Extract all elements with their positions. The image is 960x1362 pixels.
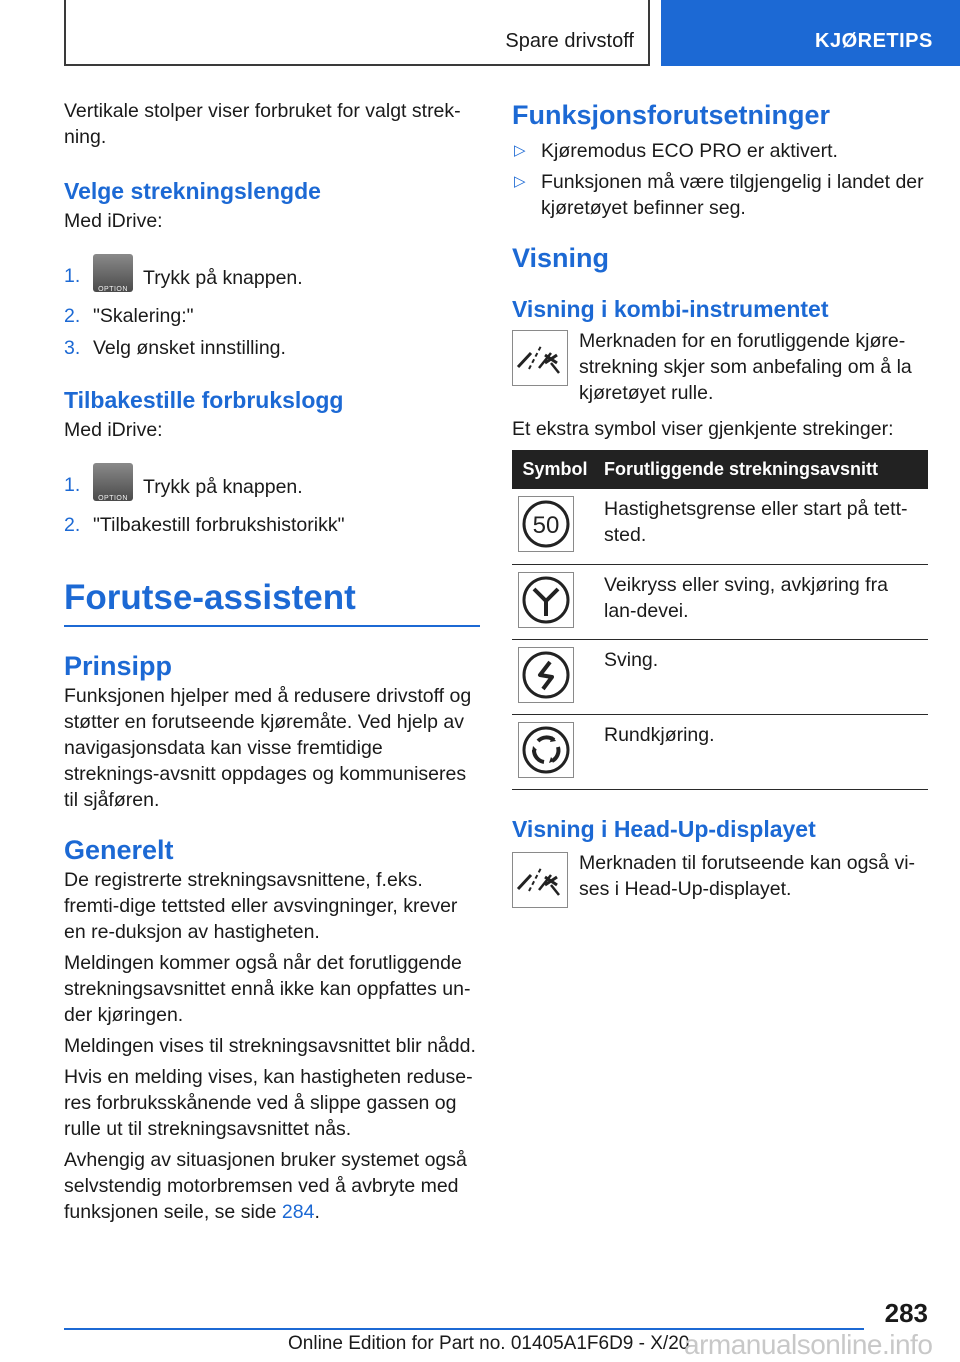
steps-reset	[64, 463, 480, 538]
symbol-table	[512, 450, 928, 790]
step-number: 2.	[64, 305, 81, 327]
table-cell-text: Rundkjøring.	[598, 714, 928, 789]
list-item	[64, 254, 480, 296]
section-lead-reset: Med iDrive:	[64, 419, 163, 441]
chapter-title: Forutse-assistent	[64, 578, 356, 617]
footer-edition: Online Edition for Part no. 01405A1F6D9 - X/20	[288, 1333, 690, 1354]
list-item	[64, 303, 480, 329]
cluster-note-text: Merknaden for en forutliggende kjøre-strekning skjer som anbefaling om å la kjøretøyet rulle.	[579, 330, 912, 404]
general-paragraph-5: Avhengig av situasjonen bruker systemet også selvstendig motorbremsen ved å avbryte med funksjonen seile, se side 284.	[64, 1149, 467, 1223]
table-cell-text: Veikryss eller sving, avkjøring fra lan-devei.	[598, 564, 928, 639]
intro-text: Vertikale stolper viser forbruket for valgt strek-ning.	[64, 100, 461, 148]
triangle-bullet-icon: ▷	[514, 173, 526, 190]
general-paragraph-3: Meldingen vises til strekningsavsnittet blir nådd.	[64, 1035, 476, 1057]
chapter-title-rule	[64, 625, 480, 627]
section-title-length: Velge strekningslengde	[64, 178, 321, 204]
section-title-cluster: Visning i kombi-instrumentet	[512, 296, 829, 322]
speed-limit-50-icon	[518, 496, 574, 552]
triangle-bullet-icon: ▷	[514, 142, 526, 159]
option-button-icon: OPTION	[93, 463, 133, 501]
right-column	[512, 98, 928, 908]
step-text: "Skalering:"	[93, 305, 194, 327]
page-reference-link[interactable]: 284	[281, 1201, 315, 1223]
section-title-display: Visning	[512, 243, 610, 273]
step-text: "Tilbakestill forbrukshistorikk"	[93, 514, 345, 536]
principle-text: Funksjonen hjelper med å redusere drivstoff og støtter en forutseende kjøremåte. Ved hjelp av navigasjonsdata kan visse fremtidige streknings-avsnitt oppdages og kommuniseres til sjåføren.	[64, 685, 472, 811]
curve-icon	[518, 647, 574, 703]
section-title-principle: Prinsipp	[64, 651, 173, 681]
step-number: 1.	[64, 474, 81, 496]
hud-note	[512, 850, 928, 908]
cluster-note	[512, 328, 928, 406]
table-cell-text: Sving.	[598, 639, 928, 714]
table-header-symbol: Symbol	[512, 450, 598, 489]
roundabout-icon	[518, 722, 574, 778]
table-row	[512, 489, 928, 564]
list-item: ▷ Kjøremodus ECO PRO er aktivert.	[514, 140, 838, 162]
section-title-prereq: Funksjonsforutsetninger	[512, 100, 831, 130]
coasting-note-icon	[512, 852, 568, 908]
list-item	[64, 463, 480, 505]
list-item	[64, 335, 480, 361]
section-lead-length: Med iDrive:	[64, 210, 163, 232]
header-section-box	[64, 0, 650, 66]
watermark: armanualsonline.info	[684, 1329, 933, 1360]
general-paragraph-1: De registrerte strekningsavsnittene, f.eks. fremti-dige tettsted eller avsvingninger, krever en re-duksjon av hastigheten.	[64, 869, 458, 943]
step-text: Trykk på knappen.	[143, 476, 303, 498]
table-row	[512, 564, 928, 639]
page-number: 283	[884, 1298, 928, 1328]
general-paragraph-4: Hvis en melding vises, kan hastigheten reduse-res forbruksskånende ved å slippe gassen og rulle ut til strekningsavsnittet nås.	[64, 1066, 473, 1140]
hud-note-text: Merknaden til forutseende kan også vi-ses i Head-Up-displayet.	[579, 851, 916, 900]
cluster-lead: Et ekstra symbol viser gjenkjente strekinger:	[512, 418, 894, 440]
table-row	[512, 714, 928, 789]
header-chapter-title: KJØRETIPS	[815, 30, 933, 52]
junction-icon	[518, 572, 574, 628]
section-title-reset: Tilbakestille forbrukslogg	[64, 387, 344, 413]
table-row	[512, 639, 928, 714]
steps-length	[64, 254, 480, 361]
prereq-list	[512, 138, 928, 221]
step-number: 1.	[64, 265, 81, 287]
section-title-general: Generelt	[64, 835, 174, 865]
step-number: 2.	[64, 514, 81, 536]
svg-text:50: 50	[532, 512, 560, 539]
coasting-note-icon	[512, 330, 568, 386]
step-number: 3.	[64, 337, 81, 359]
step-text: Velg ønsket innstilling.	[93, 337, 286, 359]
table-header-description: Forutliggende strekningsavsnitt	[598, 450, 928, 489]
section-title-hud: Visning i Head-Up-displayet	[512, 815, 816, 842]
table-cell-text: Hastighetsgrense eller start på tett-sted.	[598, 489, 928, 564]
step-text: Trykk på knappen.	[143, 267, 303, 289]
header-chapter-tab	[661, 0, 960, 66]
list-item: ▷ Funksjonen må være tilgjengelig i landet der kjøretøyet befinner seg.	[514, 171, 924, 219]
list-item	[64, 512, 480, 538]
header-section-title: Spare drivstoff	[505, 30, 634, 52]
option-button-icon: OPTION	[93, 254, 133, 292]
left-column	[64, 98, 480, 1225]
general-paragraph-2: Meldingen kommer også når det forutliggende strekningsavsnittet ennå ikke kan oppfattes un-der kjøringen.	[64, 952, 471, 1026]
